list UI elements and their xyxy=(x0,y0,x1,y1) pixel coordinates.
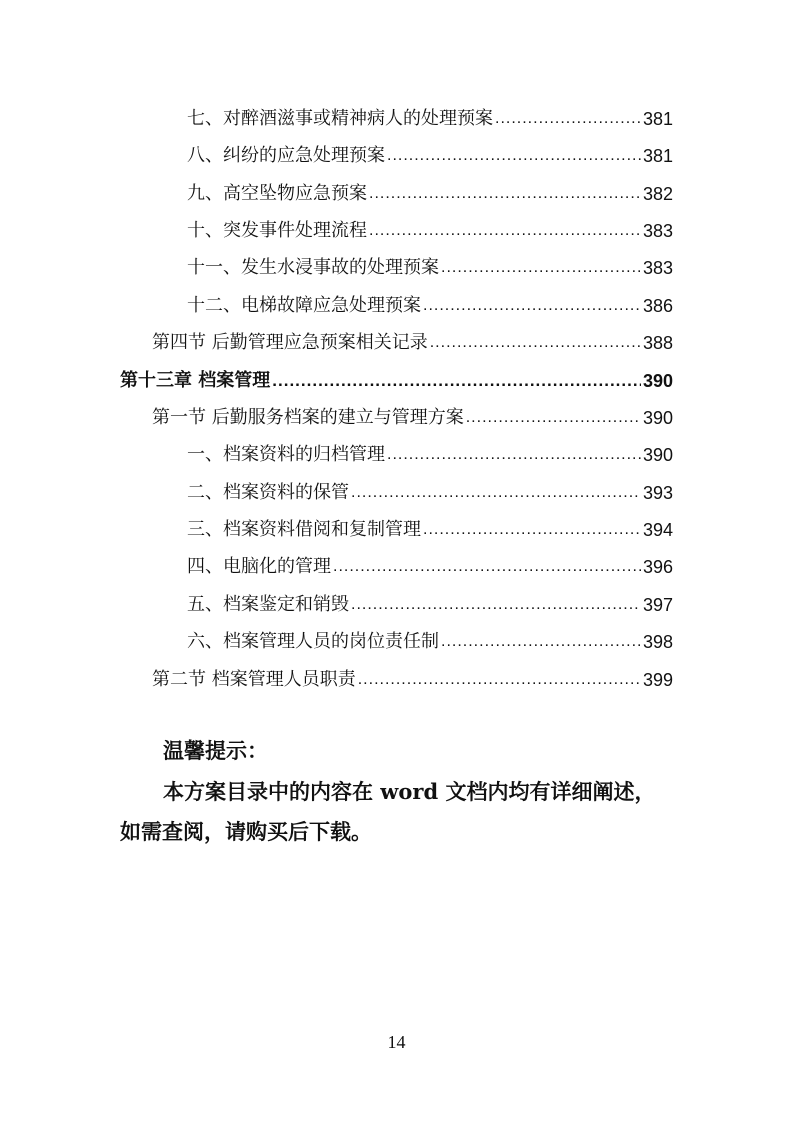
toc-line[interactable] xyxy=(187,623,673,653)
toc-entry-title: 十、突发事件处理流程 xyxy=(187,220,367,241)
toc-dot-leader xyxy=(333,556,641,578)
toc-entry-title: 一、档案资料的归档管理 xyxy=(187,444,385,465)
toc-entry-title: 五、档案鉴定和销毁 xyxy=(187,594,349,615)
toc-line[interactable] xyxy=(187,436,673,466)
toc-dot-leader xyxy=(423,295,641,317)
toc-page-number: 397 xyxy=(642,595,673,615)
toc-line[interactable] xyxy=(152,324,673,354)
notice-body: 本方案目录中的内容在 word 文档内均有详细阐述，如需查阅，请购买后下载。 xyxy=(120,779,656,844)
toc-entry-title: 九、高空坠物应急预案 xyxy=(187,183,367,204)
toc-entry-title: 四、电脑化的管理 xyxy=(187,556,331,577)
toc-page-number: 393 xyxy=(642,483,673,503)
toc-entry-title: 二、档案资料的保管 xyxy=(187,482,349,503)
toc-entry-title: 八、纠纷的应急处理预案 xyxy=(187,145,385,166)
toc-page-number: 394 xyxy=(642,520,673,540)
toc-line[interactable] xyxy=(187,474,673,504)
toc-entry-title: 第二节 档案管理人员职责 xyxy=(152,669,356,690)
toc-page-number: 390 xyxy=(642,408,673,428)
toc-dot-leader xyxy=(358,669,641,691)
toc-line[interactable] xyxy=(187,137,673,167)
toc-dot-leader xyxy=(387,145,641,167)
toc-page-number: 382 xyxy=(642,184,673,204)
toc-page-number: 383 xyxy=(642,221,673,241)
page-number: 14 xyxy=(387,1032,406,1052)
toc-entry-title: 十二、电梯故障应急处理预案 xyxy=(187,295,421,316)
toc-dot-leader xyxy=(272,370,641,392)
toc-entry-title: 第四节 后勤管理应急预案相关记录 xyxy=(152,332,428,353)
toc-line[interactable] xyxy=(187,249,673,279)
toc-page-number: 398 xyxy=(642,632,673,652)
toc-dot-leader xyxy=(466,407,641,429)
toc-entry-title: 六、档案管理人员的岗位责任制 xyxy=(187,631,439,652)
toc-page-number: 399 xyxy=(642,670,673,690)
toc-dot-leader xyxy=(369,183,641,205)
toc-page-number: 381 xyxy=(642,146,673,166)
toc-line[interactable] xyxy=(187,511,673,541)
toc-page-number: 386 xyxy=(642,296,673,316)
toc-dot-leader xyxy=(495,108,641,130)
toc-line[interactable] xyxy=(187,175,673,205)
toc-line[interactable] xyxy=(187,586,673,616)
toc-dot-leader xyxy=(387,444,641,466)
toc-line[interactable] xyxy=(187,212,673,242)
toc-line[interactable] xyxy=(152,661,673,691)
toc-entry-title: 第十三章 档案管理 xyxy=(120,370,271,391)
toc-line[interactable] xyxy=(187,287,673,317)
toc-entry-title: 三、档案资料借阅和复制管理 xyxy=(187,519,421,540)
toc-page-number: 390 xyxy=(642,445,673,465)
toc-entry-title: 七、对醉酒滋事或精神病人的处理预案 xyxy=(187,108,493,129)
toc-page-number: 388 xyxy=(642,333,673,353)
toc-dot-leader xyxy=(441,257,641,279)
toc-line[interactable] xyxy=(120,362,673,392)
toc-entry-title: 第一节 后勤服务档案的建立与管理方案 xyxy=(152,407,464,428)
toc-line[interactable] xyxy=(152,399,673,429)
toc-page-number: 396 xyxy=(642,557,673,577)
toc-dot-leader xyxy=(369,220,641,242)
toc-page-number: 381 xyxy=(642,109,673,129)
toc-dot-leader xyxy=(423,519,641,541)
toc-dot-leader xyxy=(351,594,641,616)
toc-line[interactable] xyxy=(187,100,673,130)
toc-dot-leader xyxy=(351,482,641,504)
toc-line[interactable] xyxy=(187,548,673,578)
toc-page-number: 383 xyxy=(642,258,673,278)
toc-entry-title: 十一、发生水浸事故的处理预案 xyxy=(187,257,439,278)
toc-dot-leader xyxy=(430,332,641,354)
toc-page-number: 390 xyxy=(642,371,673,391)
notice-heading: 温馨提示： xyxy=(163,738,268,763)
toc-dot-leader xyxy=(441,631,641,653)
